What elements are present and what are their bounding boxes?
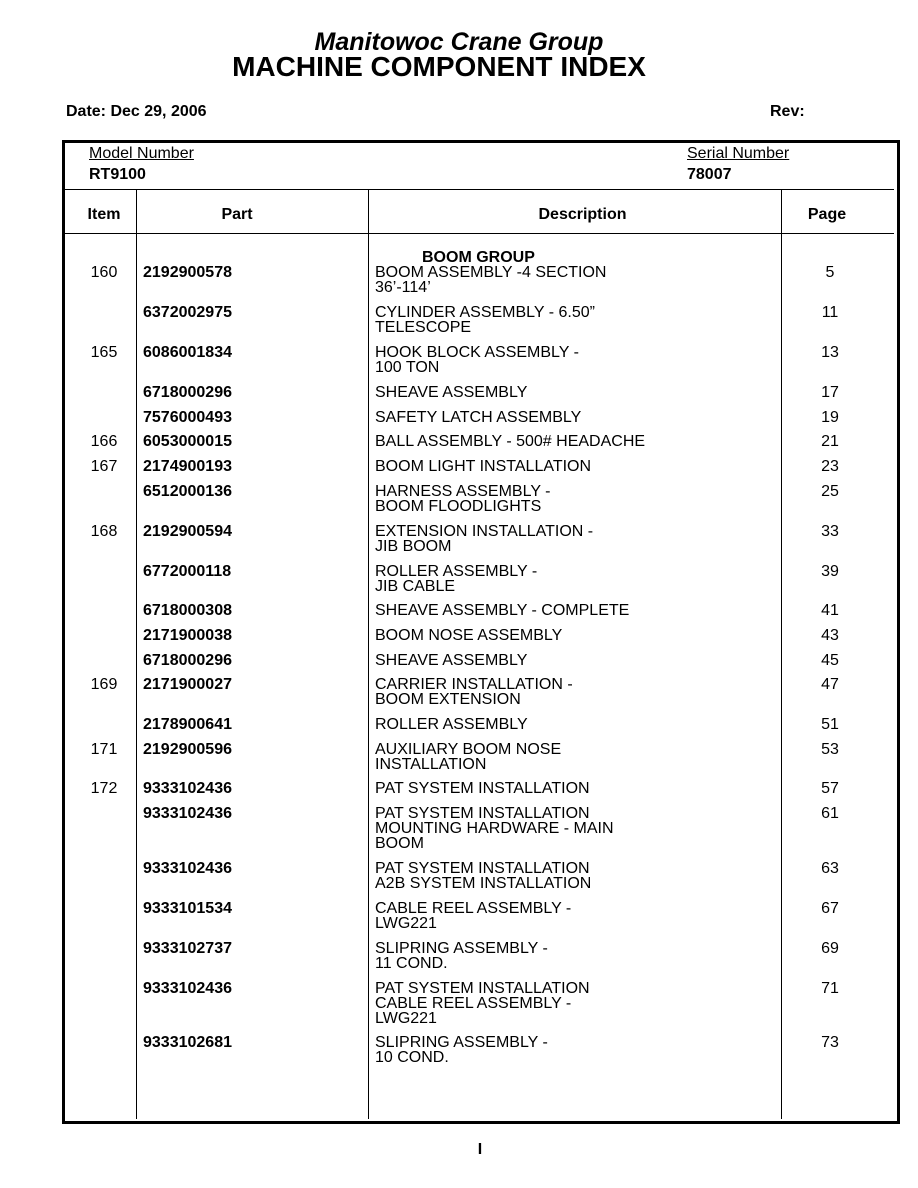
part-number: 6512000136 (143, 483, 232, 500)
description-line: SHEAVE ASSEMBLY (375, 384, 528, 401)
description (375, 305, 775, 335)
part-number: 6772000118 (143, 563, 232, 580)
column-divider-part (368, 190, 369, 1119)
page-reference: 21 (821, 433, 839, 450)
part-number: 2192900594 (143, 523, 232, 540)
description-line: CARRIER INSTALLATION - (375, 676, 573, 693)
description (375, 385, 775, 400)
description-line: 10 COND. (375, 1049, 449, 1066)
description-line: CABLE REEL ASSEMBLY - (375, 900, 572, 917)
part-number: 9333102436 (143, 860, 232, 877)
description-line: TELESCOPE (375, 319, 472, 336)
part-number: 2192900578 (143, 264, 232, 281)
description (375, 717, 775, 732)
part-number: 2171900027 (143, 676, 232, 693)
column-header-item: Item (87, 206, 121, 223)
column-divider-item (136, 190, 137, 1119)
part-number: 2171900038 (143, 627, 232, 644)
part-number: 9333102436 (143, 805, 232, 822)
description (375, 628, 775, 643)
model-number-value: RT9100 (89, 166, 146, 183)
description (375, 981, 775, 1026)
part-number: 6372002975 (143, 304, 232, 321)
page-reference: 67 (821, 900, 839, 917)
part-number: 6086001834 (143, 344, 232, 361)
page-reference: 61 (821, 805, 839, 822)
description-line: MOUNTING HARDWARE - MAIN (375, 820, 614, 837)
description-line: PAT SYSTEM INSTALLATION (375, 980, 590, 997)
item-number: 171 (90, 741, 118, 758)
description-line: 11 COND. (375, 955, 448, 972)
description (375, 742, 775, 772)
description-line: CYLINDER ASSEMBLY - 6.50” (375, 304, 595, 321)
revision-label: Rev: (770, 103, 805, 120)
description-line: INSTALLATION (375, 756, 487, 773)
description-line: A2B SYSTEM INSTALLATION (375, 875, 592, 892)
part-number: 2174900193 (143, 458, 232, 475)
description-line: LWG221 (375, 1010, 437, 1027)
description-line: BOOM EXTENSION (375, 691, 521, 708)
description-line: 100 TON (375, 359, 440, 376)
page-reference: 51 (821, 716, 839, 733)
page-reference: 33 (821, 523, 839, 540)
description-line: LWG221 (375, 915, 437, 932)
page-reference: 47 (821, 676, 839, 693)
description (375, 861, 775, 891)
item-number: 172 (90, 780, 118, 797)
description-line: EXTENSION INSTALLATION - (375, 523, 594, 540)
part-number: 2178900641 (143, 716, 232, 733)
description-line: SLIPRING ASSEMBLY - (375, 940, 548, 957)
document-title: MACHINE COMPONENT INDEX (232, 51, 646, 82)
description (375, 653, 775, 668)
page-reference: 19 (821, 409, 839, 426)
description-line: ROLLER ASSEMBLY (375, 716, 528, 733)
page-reference: 53 (821, 741, 839, 758)
page-reference: 25 (821, 483, 839, 500)
description (375, 806, 775, 851)
column-divider-description (781, 190, 782, 1119)
page-number: I (477, 1141, 483, 1158)
description (375, 459, 775, 474)
serial-number-label: Serial Number (687, 145, 790, 162)
item-number: 167 (90, 458, 118, 475)
description-line: SAFETY LATCH ASSEMBLY (375, 409, 582, 426)
item-number: 166 (90, 433, 118, 450)
description (375, 265, 775, 295)
page-reference: 73 (821, 1034, 839, 1051)
item-number: 168 (90, 523, 118, 540)
description-line: BOOM FLOODLIGHTS (375, 498, 542, 515)
description-line: SLIPRING ASSEMBLY - (375, 1034, 548, 1051)
part-number: 6718000296 (143, 384, 232, 401)
serial-number-value: 78007 (687, 166, 732, 183)
part-number: 6053000015 (143, 433, 232, 450)
part-number: 2192900596 (143, 741, 232, 758)
description-line: BOOM LIGHT INSTALLATION (375, 458, 592, 475)
description (375, 434, 775, 449)
description (375, 677, 775, 707)
description-line: JIB CABLE (375, 578, 456, 595)
description-line: SHEAVE ASSEMBLY (375, 652, 528, 669)
page-reference: 17 (821, 384, 839, 401)
column-header-description: Description (538, 206, 627, 223)
page-reference: 45 (821, 652, 839, 669)
header-divider (64, 233, 894, 234)
description (375, 410, 775, 425)
item-number: 160 (90, 264, 118, 281)
page-reference: 39 (821, 563, 839, 580)
description (375, 1035, 775, 1065)
description (375, 603, 775, 618)
description (375, 901, 775, 931)
page-reference: 13 (821, 344, 839, 361)
info-divider (64, 189, 894, 190)
description (375, 484, 775, 514)
description-line: HOOK BLOCK ASSEMBLY - (375, 344, 579, 361)
description-line: BALL ASSEMBLY - 500# HEADACHE (375, 433, 646, 450)
description-line: PAT SYSTEM INSTALLATION (375, 780, 590, 797)
item-number: 169 (90, 676, 118, 693)
description-line: SHEAVE ASSEMBLY - COMPLETE (375, 602, 630, 619)
part-number: 9333102737 (143, 940, 232, 957)
part-number: 9333102436 (143, 980, 232, 997)
description (375, 564, 775, 594)
description (375, 941, 775, 971)
description (375, 524, 775, 554)
description-line: 36’-114’ (375, 279, 431, 296)
model-number-label: Model Number (89, 145, 194, 162)
page-reference: 71 (821, 980, 839, 997)
column-header-page: Page (807, 206, 847, 223)
page-reference: 11 (821, 304, 839, 321)
page-reference: 57 (821, 780, 839, 797)
page-reference: 43 (821, 627, 839, 644)
part-number: 9333102681 (143, 1034, 232, 1051)
description-line: AUXILIARY BOOM NOSE (375, 741, 562, 758)
document-date: Date: Dec 29, 2006 (66, 103, 207, 120)
description-line: BOOM (375, 835, 424, 852)
group-title: BOOM GROUP (422, 249, 535, 266)
description-line: BOOM NOSE ASSEMBLY (375, 627, 563, 644)
description-line: CABLE REEL ASSEMBLY - (375, 995, 572, 1012)
description-line: ROLLER ASSEMBLY - (375, 563, 538, 580)
item-number: 165 (90, 344, 118, 361)
description-line: PAT SYSTEM INSTALLATION (375, 860, 590, 877)
page-reference: 69 (821, 940, 839, 957)
description-line: JIB BOOM (375, 538, 452, 555)
part-number: 7576000493 (143, 409, 232, 426)
part-number: 6718000308 (143, 602, 232, 619)
part-number: 9333102436 (143, 780, 232, 797)
description (375, 345, 775, 375)
part-number: 9333101534 (143, 900, 232, 917)
company-name: Manitowoc Crane Group (314, 28, 604, 56)
column-header-part: Part (221, 206, 253, 223)
page-reference: 63 (821, 860, 839, 877)
description-line: BOOM ASSEMBLY -4 SECTION (375, 264, 607, 281)
page-reference: 41 (821, 602, 839, 619)
page-reference: 23 (821, 458, 839, 475)
description (375, 781, 775, 796)
part-number: 6718000296 (143, 652, 232, 669)
description-line: HARNESS ASSEMBLY - (375, 483, 551, 500)
page-reference: 5 (825, 264, 835, 281)
description-line: PAT SYSTEM INSTALLATION (375, 805, 590, 822)
